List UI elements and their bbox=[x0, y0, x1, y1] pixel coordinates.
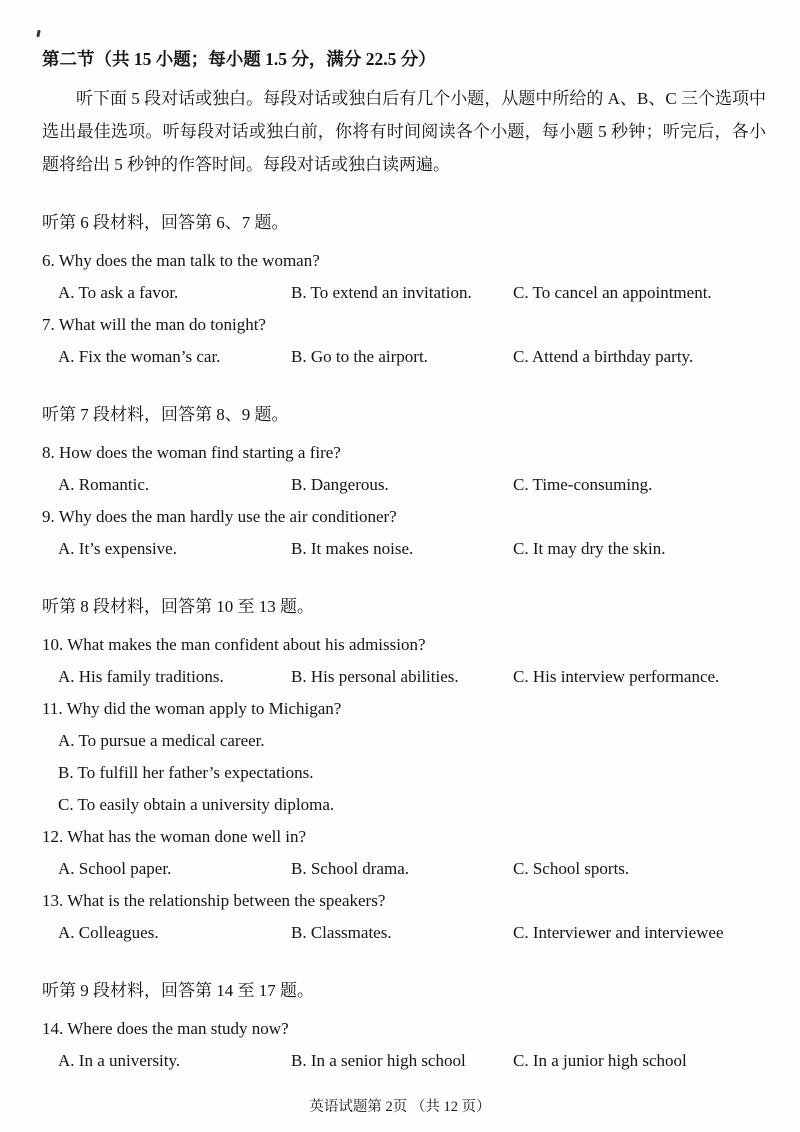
question-text: Why did the woman apply to Michigan? bbox=[66, 699, 342, 718]
option-b: B. To fulfill her father’s expectations. bbox=[58, 763, 314, 782]
material-block-9 bbox=[42, 975, 766, 1077]
option-c: C. Interviewer and interviewee bbox=[513, 923, 724, 942]
question-line-10 bbox=[42, 629, 766, 661]
options-row-8 bbox=[58, 469, 766, 501]
option-c: C. Time-consuming. bbox=[513, 475, 653, 494]
question-text: What will the man do tonight? bbox=[58, 315, 266, 334]
question-number: 12. bbox=[42, 827, 64, 846]
question-number: 7. bbox=[42, 315, 55, 334]
question-number: 11. bbox=[42, 699, 63, 718]
option-b: B. His personal abilities. bbox=[291, 667, 459, 686]
question-text: Where does the man study now? bbox=[67, 1019, 289, 1038]
question-text: What makes the man confident about his admission? bbox=[67, 635, 426, 654]
question-line-8 bbox=[42, 437, 766, 469]
option-c: C. Attend a birthday party. bbox=[513, 347, 694, 366]
material-header: 听第 8 段材料，回答第 10 至 13 题。 bbox=[42, 597, 314, 616]
question-number: 14. bbox=[42, 1019, 64, 1038]
option-b: B. To extend an invitation. bbox=[291, 283, 472, 302]
question-line-11 bbox=[42, 693, 766, 725]
options-row-12 bbox=[58, 853, 766, 885]
option-a: A. Romantic. bbox=[58, 475, 150, 494]
listening-instructions: 听下面 5 段对话或独白。每段对话或独白后有几个小题，从题中所给的 A、B、C 三个选项中选出最佳选项。听每段对话或独白前，你将有时间阅读各个小题，每小题 5 秒钟；听完后，各小题将给出 5 秒钟的作答时间。每段对话或独白读两遍。 bbox=[42, 89, 766, 174]
question-number: 9. bbox=[42, 507, 55, 526]
option-a: A. School paper. bbox=[58, 859, 172, 878]
question-number: 10. bbox=[42, 635, 64, 654]
question-line-7 bbox=[42, 309, 766, 341]
option-a: A. It’s expensive. bbox=[58, 539, 177, 558]
question-number: 13. bbox=[42, 891, 64, 910]
option-a: A. To pursue a medical career. bbox=[58, 731, 265, 750]
option-c: C. To easily obtain a university diploma. bbox=[58, 795, 335, 814]
material-header: 听第 7 段材料，回答第 8、9 题。 bbox=[42, 405, 289, 424]
option-a: A. To ask a favor. bbox=[58, 283, 179, 302]
question-text: What is the relationship between the speakers? bbox=[67, 891, 386, 910]
question-text: Why does the man hardly use the air conditioner? bbox=[58, 507, 397, 526]
option-b: B. Dangerous. bbox=[291, 475, 389, 494]
options-row-10 bbox=[58, 661, 766, 693]
options-row-9 bbox=[58, 533, 766, 565]
option-c: C. His interview performance. bbox=[513, 667, 720, 686]
option-b: B. In a senior high school bbox=[291, 1051, 466, 1070]
options-row-14 bbox=[58, 1045, 766, 1077]
question-line-9 bbox=[42, 501, 766, 533]
material-block-6 bbox=[42, 207, 766, 373]
material-block-7 bbox=[42, 399, 766, 565]
option-a: A. Fix the woman’s car. bbox=[58, 347, 221, 366]
question-text: How does the woman find starting a fire? bbox=[59, 443, 341, 462]
option-a: A. In a university. bbox=[58, 1051, 181, 1070]
material-header: 听第 6 段材料，回答第 6、7 题。 bbox=[42, 213, 289, 232]
page-footer: 英语试题第 2页 （共 12 页） bbox=[309, 1099, 491, 1115]
options-row-7 bbox=[58, 341, 766, 373]
question-number: 8. bbox=[42, 443, 55, 462]
option-a: A. His family traditions. bbox=[58, 667, 224, 686]
option-b: B. Classmates. bbox=[291, 923, 392, 942]
option-c: C. It may dry the skin. bbox=[513, 539, 666, 558]
question-line-6 bbox=[42, 245, 766, 277]
options-row-6 bbox=[58, 277, 766, 309]
option-a: A. Colleagues. bbox=[58, 923, 159, 942]
question-text: Why does the man talk to the woman? bbox=[58, 251, 320, 270]
question-line-13 bbox=[42, 885, 766, 917]
option-b: B. School drama. bbox=[291, 859, 410, 878]
option-b: B. It makes noise. bbox=[291, 539, 414, 558]
material-header: 听第 9 段材料，回答第 14 至 17 题。 bbox=[42, 981, 314, 1000]
option-c: C. School sports. bbox=[513, 859, 630, 878]
option-b: B. Go to the airport. bbox=[291, 347, 428, 366]
question-line-12 bbox=[42, 821, 766, 853]
question-text: What has the woman done well in? bbox=[67, 827, 307, 846]
question-number: 6. bbox=[42, 251, 55, 270]
option-c: C. In a junior high school bbox=[513, 1051, 687, 1070]
question-line-14 bbox=[42, 1013, 766, 1045]
option-c: C. To cancel an appointment. bbox=[513, 283, 712, 302]
material-block-8 bbox=[42, 591, 766, 949]
options-row-13 bbox=[58, 917, 766, 949]
section-title: 第二节（共 15 小题；每小题 1.5 分，满分 22.5 分） bbox=[42, 49, 436, 69]
